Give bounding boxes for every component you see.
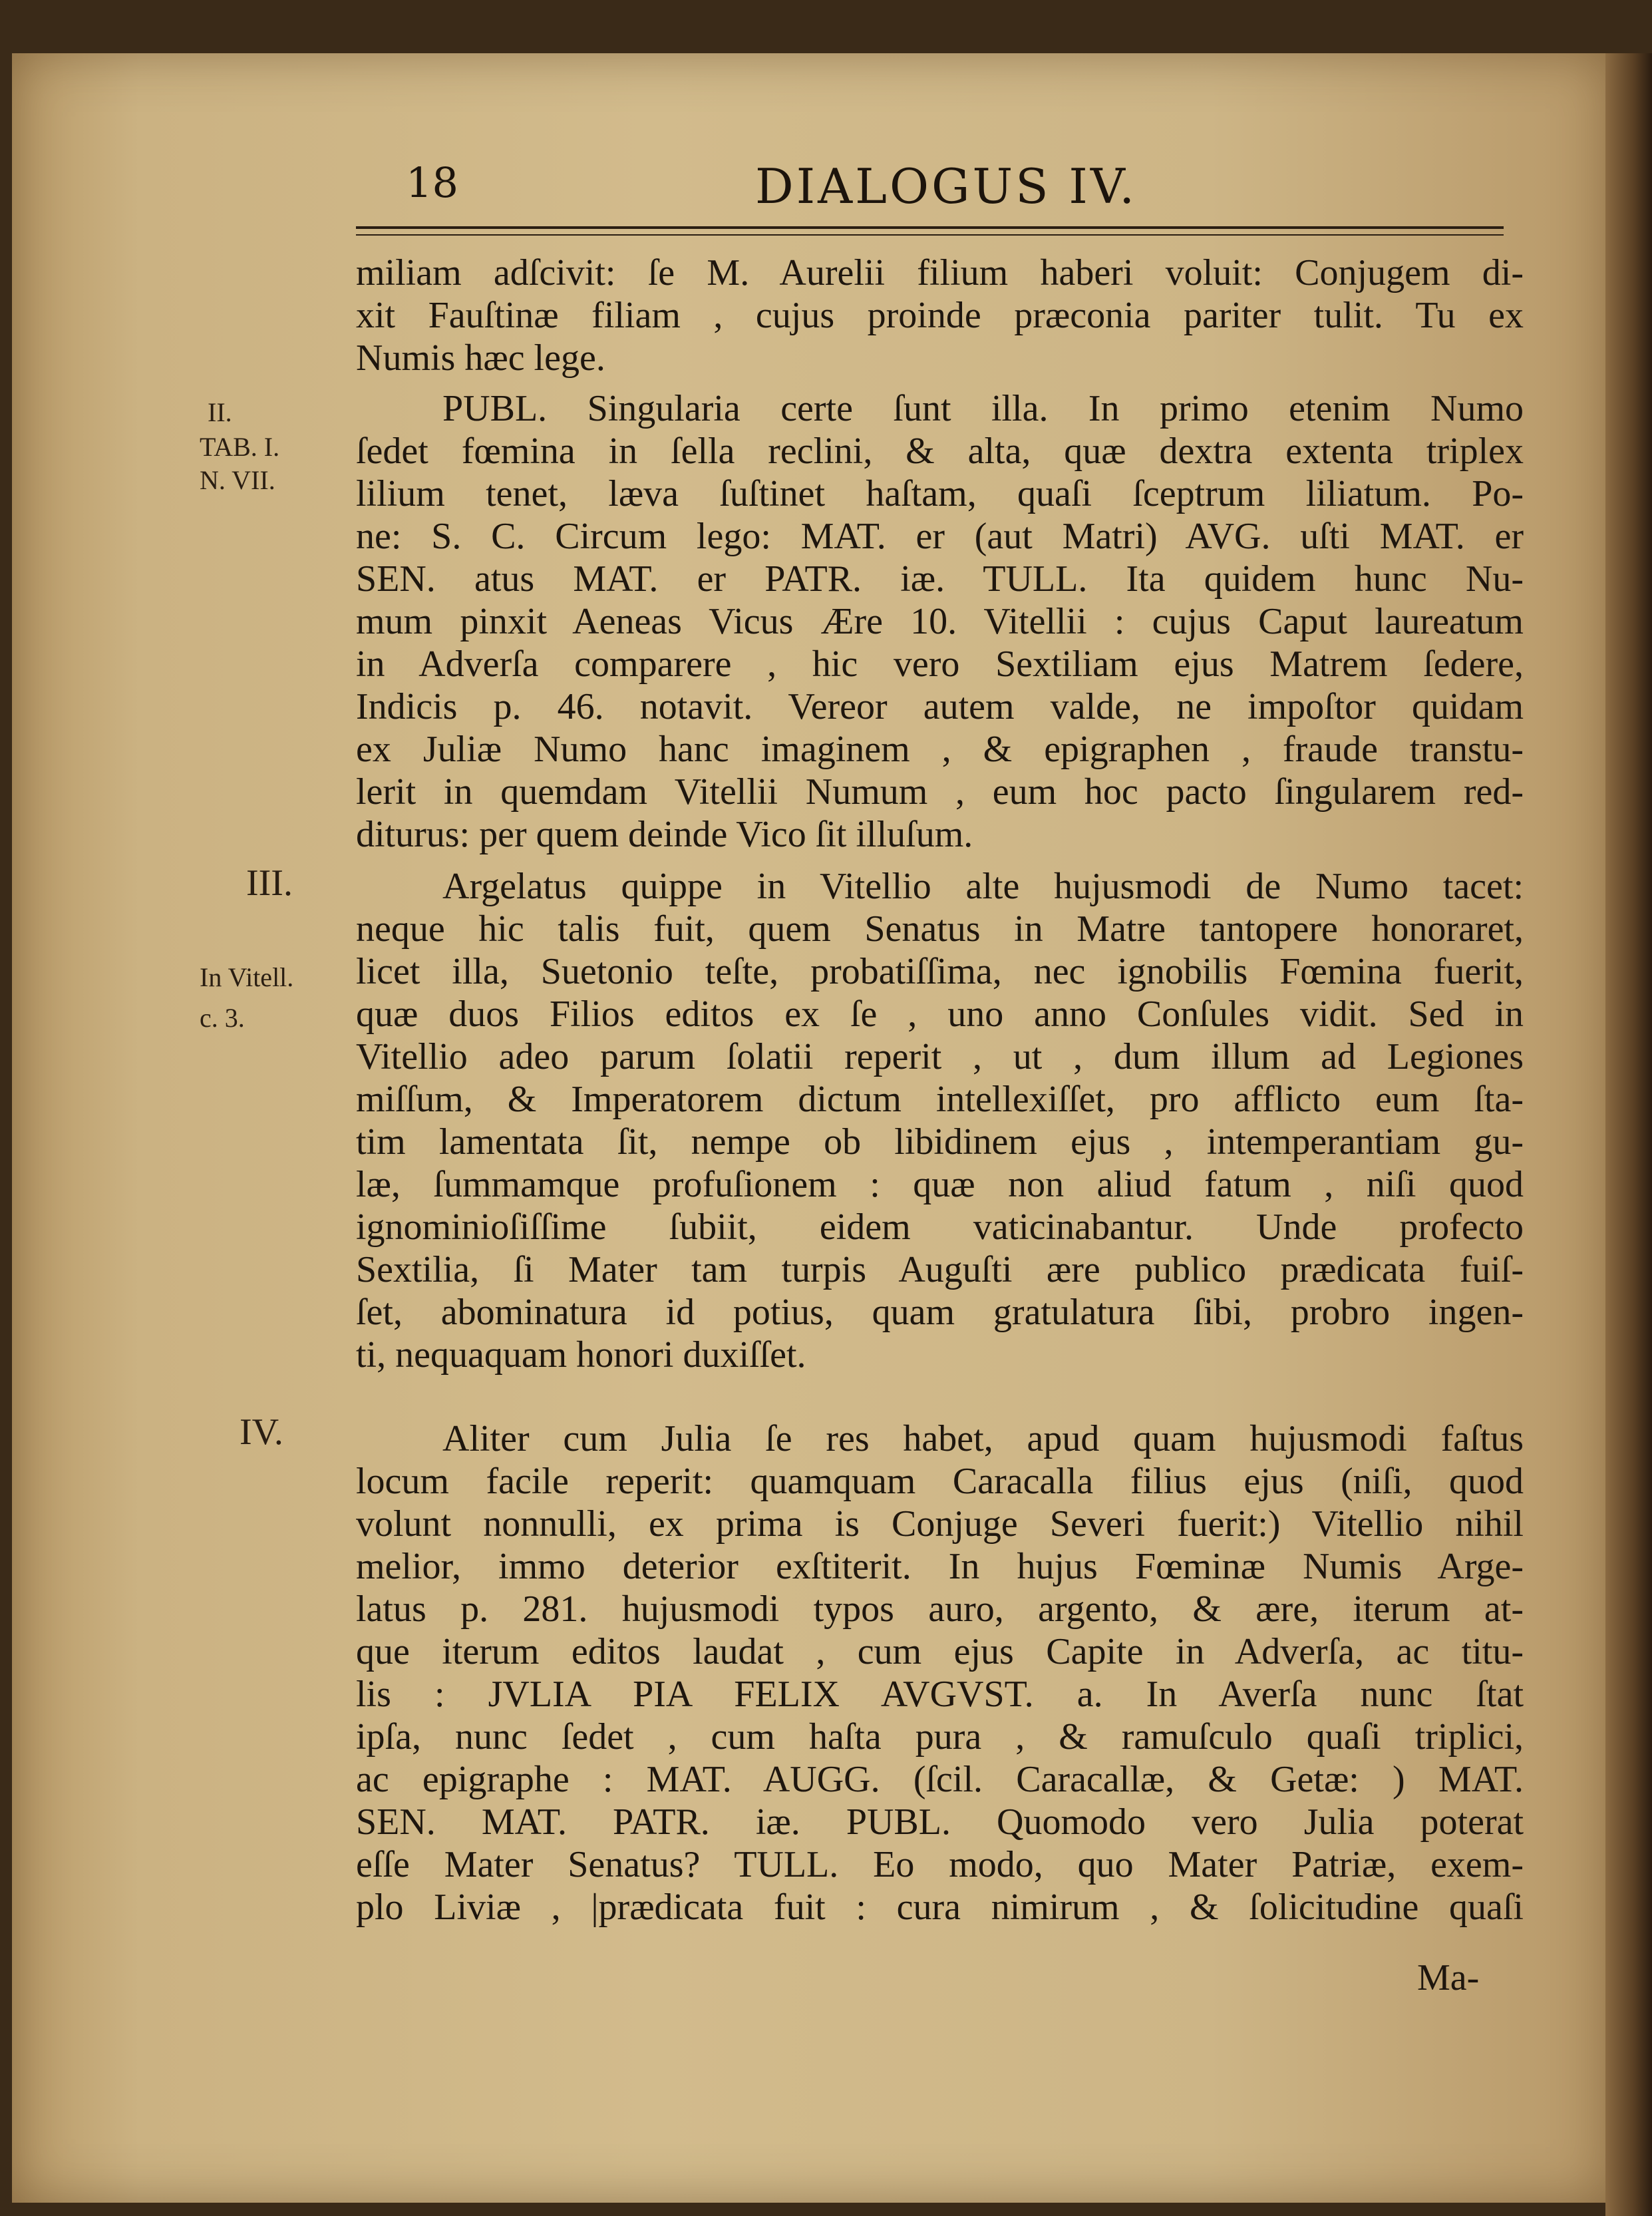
text-line: ne: S. C. Circum lego: MAT. er (aut Matri) AVG. uſti MAT. er [356,516,1524,557]
margin-note-number: N. VII. [200,465,275,495]
text-line: lis : JVLIA PIA FELIX AVGVST. a. In Averſa nunc ſtat [356,1674,1524,1715]
margin-note-section-2: II. [208,397,232,427]
text-line: lilium tenet, læva ſuſtinet haſtam, quaſi ſceptrum liliatum. Po- [356,473,1524,514]
text-line: locum facile reperit: quamquam Caracalla filius ejus (niſi, quod [356,1461,1524,1502]
text-line: que iterum editos laudat , cum ejus Capite in Adverſa, ac titu- [356,1631,1524,1672]
text-line: xit Fauſtinæ filiam , cujus proinde præconia pariter tulit. Tu ex [356,295,1524,336]
page-number: 18 [406,158,458,207]
text-line: læ, ſummamque profuſionem : quæ non aliud fatum , niſi quod [356,1164,1524,1205]
text-line: melior, immo deterior exſtiterit. In hujus Fœminæ Numis Arge- [356,1546,1524,1587]
text-line: Aliter cum Julia ſe res habet, apud quam hujusmodi faſtus [442,1418,1524,1459]
text-line: in Adverſa comparere , hic vero Sextiliam ejus Matrem ſedere, [356,644,1524,685]
text-line: PUBL. Singularia certe ſunt illa. In primo etenim Numo [442,388,1524,429]
text-line: plo Liviæ , |prædicata fuit : cura nimirum , & ſolicitudine quaſi [356,1887,1524,1928]
text-line: SEN. atus MAT. er PATR. iæ. TULL. Ita quidem hunc Nu- [356,558,1524,600]
text-line: ſedet fœmina in ſella reclini, & alta, quæ dextra extenta triplex [356,431,1524,472]
catchword: Ma- [1417,1957,1480,1998]
text-line: lerit in quemdam Vitellii Numum , eum hoc pacto ſingularem red- [356,771,1524,813]
running-title: DIALOGUS IV. [755,158,1138,214]
text-line: ignominioſiſſime ſubiit, eidem vaticinabantur. Unde profecto [356,1206,1524,1248]
text-line: Sextilia, ſi Mater tam turpis Auguſti ære publico prædicata fuiſ- [356,1249,1524,1290]
text-line: neque hic talis fuit, quem Senatus in Matre tantopere honoraret, [356,908,1524,950]
text-line: volunt nonnulli, ex prima is Conjuge Severi fuerit:) Vitellio nihil [356,1503,1524,1545]
text-line: licet illa, Suetonio teſte, probatiſſima, nec ignobilis Fœmina fuerit, [356,951,1524,992]
margin-note-reference: In Vitell. [200,962,294,992]
margin-note-section-3: III. [246,862,293,904]
text-line: Indicis p. 46. notavit. Vereor autem valde, ne impoſtor quidam [356,686,1524,727]
text-line: latus p. 281. hujusmodi typos auro, argento, & ære, iterum at- [356,1588,1524,1630]
margin-note-section-4: IV. [240,1411,283,1453]
text-line: tim lamentata ſit, nempe ob libidinem ejus , intemperantiam gu- [356,1121,1524,1163]
text-line: SEN. MAT. PATR. iæ. PUBL. Quomodo vero Julia poterat [356,1801,1524,1843]
text-line: miliam adſcivit: ſe M. Aurelii filium haberi voluit: Conjugem di- [356,252,1524,293]
text-line: quæ duos Filios editos ex ſe , uno anno Conſules vidit. Sed in [356,994,1524,1035]
text-line: diturus: per quem deinde Vico ſit illuſum. [356,814,973,855]
text-line: ipſa, nunc ſedet , cum haſta pura , & ramuſculo quaſi triplici, [356,1716,1524,1757]
text-line: ac epigraphe : MAT. AUGG. (ſcil. Caracallæ, & Getæ: ) MAT. [356,1759,1524,1800]
margin-note-tab: TAB. I. [200,432,280,462]
header-rule [356,226,1504,236]
text-line: Argelatus quippe in Vitellio alte hujusmodi de Numo tacet: [442,866,1524,907]
text-line: ex Juliæ Numo hanc imaginem , & epigraphen , fraude transtu- [356,729,1524,770]
text-line: eſſe Mater Senatus? TULL. Eo modo, quo Mater Patriæ, exem- [356,1844,1524,1885]
text-line: Vitellio adeo parum ſolatii reperit , ut , dum illum ad Legiones [356,1036,1524,1077]
text-line: Numis hæc lege. [356,337,605,379]
text-line: ſet, abominatura id potius, quam gratulatura ſibi, probro ingen- [356,1292,1524,1333]
text-line: mum pinxit Aeneas Vicus Ære 10. Vitellii : cujus Caput laureatum [356,601,1524,642]
margin-note-chapter: c. 3. [200,1003,245,1033]
text-line: miſſum, & Imperatorem dictum intellexiſſet, pro afflicto eum ſta- [356,1079,1524,1120]
text-line: ti, nequaquam honori duxiſſet. [356,1334,806,1376]
book-spine [1605,53,1652,2216]
